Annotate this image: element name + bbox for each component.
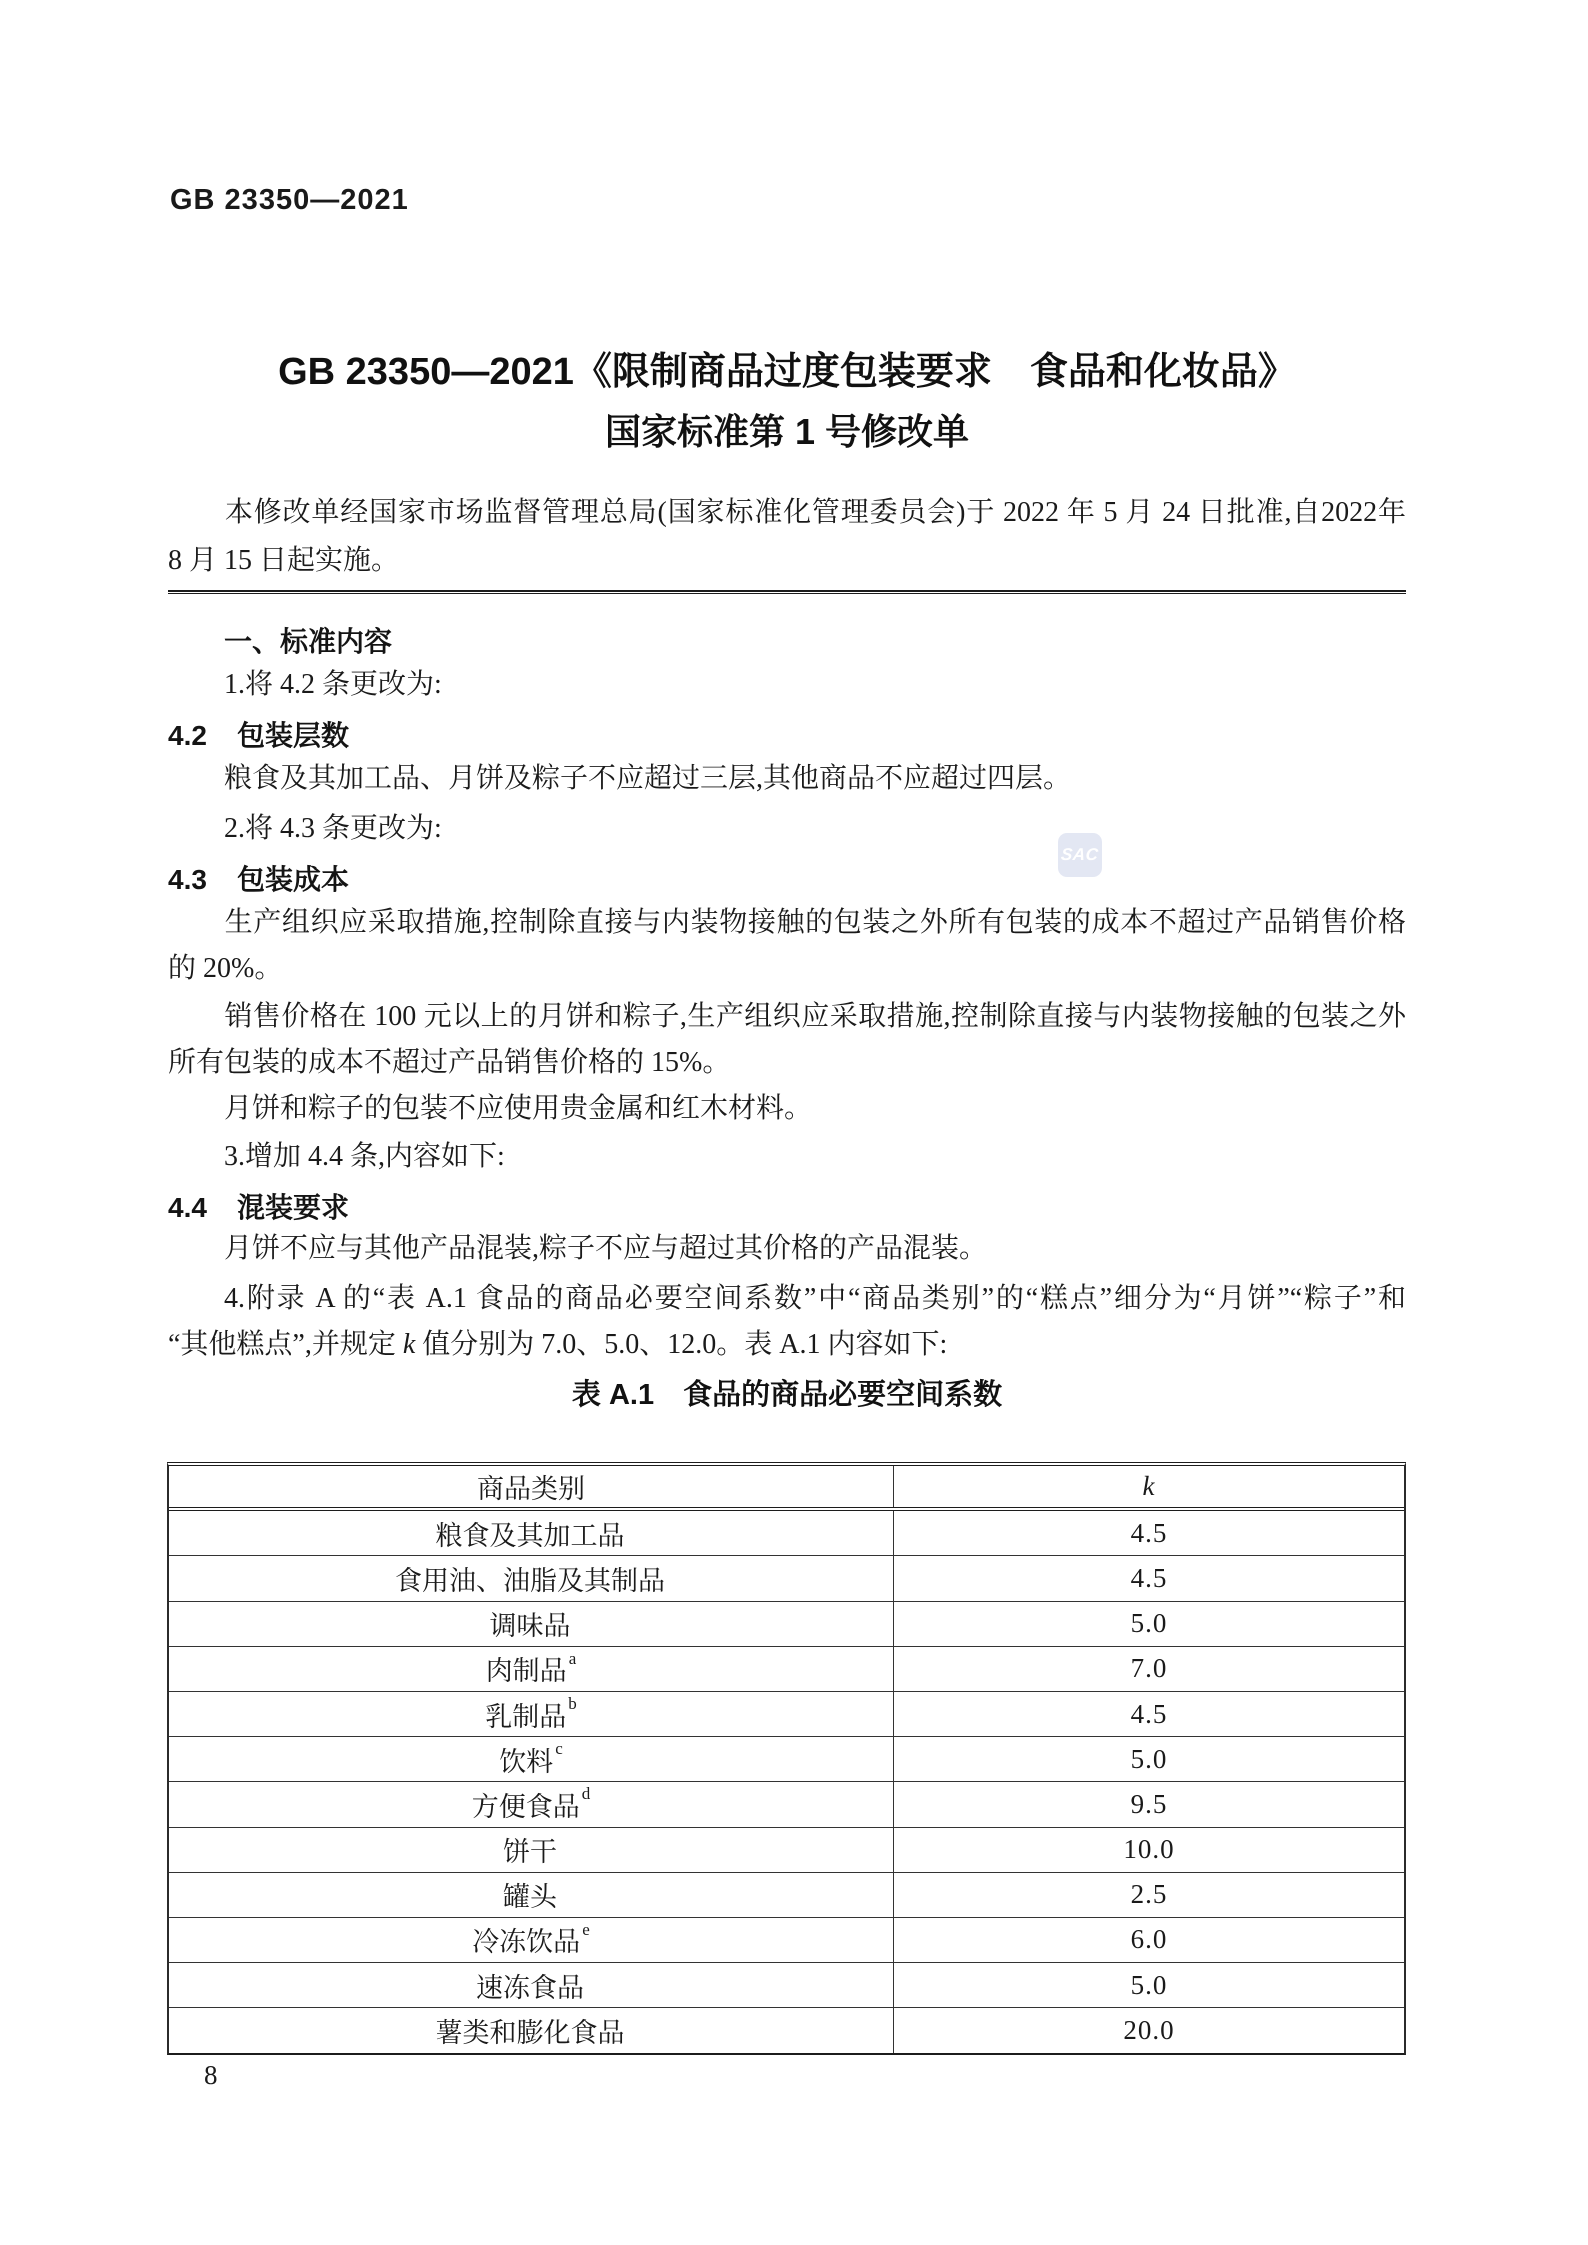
clause-4-3-title: 包装成本 xyxy=(236,864,349,895)
k-value-cell: 20.0 xyxy=(1123,2015,1175,2046)
category-cell: 薯类和膨化食品 xyxy=(169,2008,894,2053)
table-row xyxy=(169,1963,1404,2008)
table-row xyxy=(169,1511,1404,1556)
running-header: GB 23350—2021 xyxy=(170,184,409,216)
doc-title-line1: GB 23350—2021《限制商品过度包装要求 食品和化妆品》 xyxy=(278,351,1296,393)
k-value-cell: 10.0 xyxy=(1123,1834,1175,1865)
category-cell: 方便食品 d xyxy=(169,1782,894,1826)
amendment-item-4-line2 xyxy=(168,1328,1406,1362)
k-symbol: k xyxy=(402,1329,416,1360)
table-row xyxy=(169,1602,1404,1647)
space-coefficient-table xyxy=(167,1462,1406,2055)
k-value-cell: 5.0 xyxy=(1130,1608,1168,1639)
doc-title-line2: 国家标准第 1 号修改单 xyxy=(604,411,970,452)
table-row xyxy=(169,1647,1404,1692)
clause-4-3-para2-line1 xyxy=(168,1000,1406,1036)
table-row xyxy=(169,1737,1404,1782)
sac-watermark xyxy=(1058,833,1102,877)
approval-note-line2: 8 月 15 日起实施。 xyxy=(168,545,400,576)
clause-4-4-number: 4.4 xyxy=(168,1192,207,1223)
approval-note-line1 xyxy=(168,496,1406,532)
category-cell: 冷冻饮品 e xyxy=(169,1918,894,1962)
page-number: 8 xyxy=(204,2060,218,2090)
clause-4-2-title: 包装层数 xyxy=(236,720,349,751)
clause-4-3-number: 4.3 xyxy=(168,864,207,895)
k-value-cell: 4.5 xyxy=(1130,1517,1168,1548)
sac-watermark-label: SAC xyxy=(1060,845,1100,864)
table-header-row xyxy=(169,1466,1404,1511)
category-cell: 肉制品 a xyxy=(169,1647,894,1691)
amendment-item-4-line2-post: 值分别为 7.0、5.0、12.0。表 A.1 内容如下: xyxy=(415,1329,948,1360)
table-row xyxy=(169,1556,1404,1601)
k-value-cell: 2.5 xyxy=(1130,1879,1168,1910)
k-value-cell: 4.5 xyxy=(1130,1698,1168,1729)
amendment-item-2: 2.将 4.3 条更改为: xyxy=(224,813,442,844)
table-row xyxy=(169,1782,1404,1827)
amendment-item-4-text: 4.附录 A 的“表 A.1 食品的商品必要空间系数”中“商品类别”的“糕点”细分为“月饼”“粽子”和 xyxy=(224,1283,1406,1314)
approval-note-text: 本修改单经国家市场监督管理总局(国家标准化管理委员会)于 2022 年 5 月 24 日批准,自2022年 xyxy=(224,497,1406,528)
clause-4-4-title: 混装要求 xyxy=(236,1192,349,1223)
k-value-cell: 5.0 xyxy=(1130,1743,1168,1774)
table-row xyxy=(169,1873,1404,1918)
clause-4-4-heading xyxy=(168,1186,349,1226)
clause-4-3-para1-line1 xyxy=(168,906,1406,942)
clause-4-3-para2-line2: 所有包装的成本不超过产品销售价格的 15%。 xyxy=(168,1047,731,1078)
amendment-item-3: 3.增加 4.4 条,内容如下: xyxy=(224,1141,505,1172)
clause-4-3-para3: 月饼和粽子的包装不应使用贵金属和红木材料。 xyxy=(224,1093,813,1124)
clause-4-2-heading xyxy=(168,714,349,754)
amendment-item-4-line1 xyxy=(168,1282,1406,1318)
clause-4-2-body: 粮食及其加工品、月饼及粽子不应超过三层,其他商品不应超过四层。 xyxy=(224,763,1072,794)
table-row xyxy=(169,1692,1404,1737)
separator-rule xyxy=(168,590,1406,594)
table-row xyxy=(169,1828,1404,1873)
k-header-cell: k xyxy=(1142,1471,1156,1502)
table-row xyxy=(169,2008,1404,2053)
clause-4-3-para1-line2: 的 20%。 xyxy=(168,953,283,984)
category-cell: 调味品 xyxy=(169,1602,894,1646)
clause-4-3-para2-text: 销售价格在 100 元以上的月饼和粽子,生产组织应采取措施,控制除直接与内装物接触的包装之外 xyxy=(224,1001,1406,1032)
amendment-item-4-line2-pre: “其他糕点”,并规定 xyxy=(168,1329,403,1360)
category-cell: 乳制品 b xyxy=(169,1692,894,1736)
category-cell: 粮食及其加工品 xyxy=(169,1511,894,1555)
k-value-cell: 4.5 xyxy=(1130,1562,1168,1593)
category-cell: 速冻食品 xyxy=(169,1963,894,2007)
category-cell: 饼干 xyxy=(169,1828,894,1872)
amendment-item-1: 1.将 4.2 条更改为: xyxy=(224,669,442,700)
clause-4-4-body: 月饼不应与其他产品混装,粽子不应与超过其价格的产品混装。 xyxy=(224,1233,988,1264)
k-value-cell: 6.0 xyxy=(1130,1924,1168,1955)
k-value-cell: 5.0 xyxy=(1130,1969,1168,2000)
k-value-cell: 7.0 xyxy=(1130,1653,1168,1684)
category-cell: 饮料 c xyxy=(169,1737,894,1781)
table-caption: 表 A.1 食品的商品必要空间系数 xyxy=(571,1379,1003,1411)
category-cell: 罐头 xyxy=(169,1873,894,1917)
clause-4-2-number: 4.2 xyxy=(168,720,207,751)
clause-4-3-para1-text: 生产组织应采取措施,控制除直接与内装物接触的包装之外所有包装的成本不超过产品销售价格 xyxy=(224,907,1406,938)
table-row xyxy=(169,1918,1404,1963)
k-value-cell: 9.5 xyxy=(1130,1788,1168,1819)
clause-4-3-heading xyxy=(168,858,349,898)
category-header-cell: 商品类别 xyxy=(169,1466,894,1507)
category-cell: 食用油、油脂及其制品 xyxy=(169,1556,894,1600)
section-heading-standard-content: 一、标准内容 xyxy=(224,626,393,657)
